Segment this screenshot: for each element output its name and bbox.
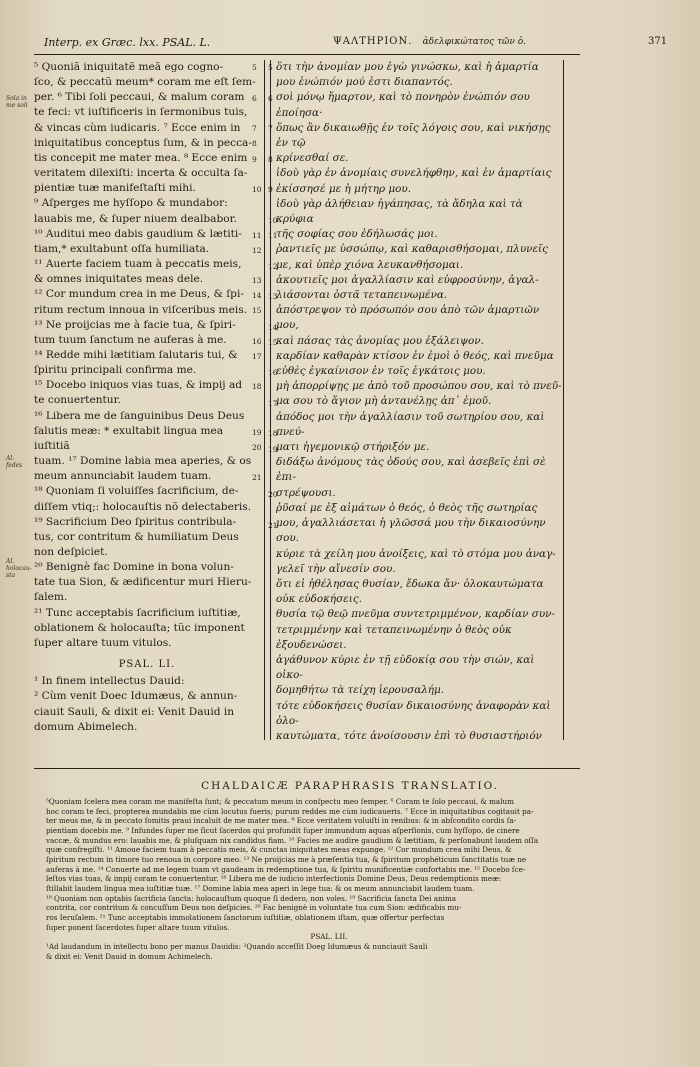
latin-line: pientiæ tuæ manifeſtaſti mihi. bbox=[34, 182, 196, 195]
greek-line: εὐθὲς ἐγκαίνισον ἐν τοῖς ἐγκάτοις μου. bbox=[276, 365, 486, 378]
latin-line: ſalutis meæ: * exultabit lingua mea iuſtitiã bbox=[34, 424, 224, 452]
chaldaic-line: pientiam docebis me. ⁹ Infundes ſuper me ſicut ſacerdos qui profundit ſuper immundum aquas aſperſionis, cum hyſſopo, de cinere bbox=[46, 825, 520, 835]
greek-line: ὅπως ἂν δικαιωθῇς ἐν τοῖς λόγοις σου, καὶ νικήσῃς ἐν τῷ bbox=[276, 121, 551, 150]
latin-line: ¹³ Ne proijcias me à facie tua, & ſpiri- bbox=[34, 318, 236, 331]
greek-line: ἀπόδος μοι τὴν ἀγαλλίασιν τοῦ σωτηρίου σου, καὶ πνεύ- bbox=[276, 410, 545, 438]
greek-line: ἀκουτιεῖς μοι ἀγαλλίασιν καὶ εὐφροσύνην, ἀγαλ- bbox=[276, 273, 539, 286]
greek-line: σοὶ μόνῳ ἥμαρτον, καὶ τὸ πονηρὸν ἐνώπιόν σου ἐποίησα· bbox=[276, 91, 530, 119]
verse-number: 13 bbox=[252, 276, 262, 285]
verse-number: 6 bbox=[252, 94, 257, 103]
greek-line: ὅτι εἰ ἠθέλησας θυσίαν, ἔδωκα ἄν· ὁλοκαυτώματα bbox=[276, 577, 544, 590]
verse-number: 8 bbox=[252, 139, 257, 148]
latin-line: ¹⁹ Sacrificium Deo ſpiritus contribula- bbox=[34, 515, 237, 528]
verse-number: 19 bbox=[252, 428, 262, 437]
latin-line: & omnes iniquitates meas dele. bbox=[34, 273, 204, 286]
latin-line: te conuertentur. bbox=[34, 394, 121, 407]
chaldaic-line: leſtos vias tuas, & impij coram te conuertentur. ¹⁶ Libera me de iudicio interfectionis Domine Deus, Deus redemptionis meæ: bbox=[46, 874, 502, 884]
greek-line: καρδίαν καθαρὰν κτίσον ἐν ἐμοὶ ὁ θεός, καὶ πνεῦμα bbox=[276, 349, 554, 362]
greek-line: ἀγάθυνον κύριε ἐν τῇ εὐδοκίᾳ σου τὴν σιών, καὶ οἰκο- bbox=[276, 653, 535, 682]
running-head-center bbox=[333, 36, 526, 52]
verse-number: 18 bbox=[268, 429, 278, 438]
latin-line: meum annunciabit laudem tuam. bbox=[34, 470, 212, 483]
latin-line: veritatem dilexiſti: incerta & occulta ſa- bbox=[34, 167, 248, 180]
latin-line: tus, cor contritum & humiliatum Deus bbox=[34, 530, 239, 543]
greek-line: μου ἐνώπιόν μού ἐστι διαπαντός. bbox=[276, 76, 453, 89]
running-head-left: Interp. ex Græc. lxx. PSAL. L. bbox=[44, 36, 211, 49]
verse-number: 15 bbox=[252, 306, 262, 315]
greek-line: καὶ πάσας τὰς ἀνομίας μου ἐξάλειψον. bbox=[276, 334, 484, 347]
latin-line: te feci: vt iuſtificeris in ſermonibus tuis, bbox=[34, 106, 248, 119]
chaldaic-line: quæ confregiſti. ¹¹ Amoue faciem tuam à peccatis meis, & cunctas iniquitates meas expunge. ¹² Cor mundum crea mihi Deus, & bbox=[46, 845, 512, 855]
greek-line: καυτώματα, τότε ἀνοίσουσιν ἐπὶ τὸ θυσιαστήριόν bbox=[276, 729, 542, 740]
greek-line: μου, ἀγαλλιάσεται ἡ γλῶσσά μου τὴν δικαιοσύνην σου. bbox=[276, 517, 546, 545]
verse-number: 9 bbox=[268, 185, 273, 194]
margin-note: Al. fedes bbox=[6, 455, 23, 469]
latin-line: ¹² Cor mundum crea in me Deus, & ſpi- bbox=[34, 288, 244, 301]
latin-line: per. ⁶ Tibi ſoli peccaui, & malum coram bbox=[34, 91, 245, 104]
chaldaic-psalm-heading: PSAL. LII. bbox=[310, 932, 348, 942]
latin-line: ſuper altare tuum vitulos. bbox=[34, 636, 172, 649]
latin-line: ¹⁰ Auditui meo dabis gaudium & lætiti- bbox=[34, 227, 242, 240]
greek-line: τετριμμένην καὶ τεταπεινωμένην ὁ θεὸς οὐκ ἐξουδενώσει. bbox=[276, 623, 512, 651]
greek-line: ἐκίσσησέ με ἡ μήτηρ μου. bbox=[276, 182, 411, 195]
greek-line: ὅτι τὴν ἀνομίαν μου ἐγὼ γινώσκω, καὶ ἡ ἁμαρτία bbox=[276, 61, 539, 73]
latin-line: ²¹ Tunc acceptabis ſacrificium iuſtitiæ, bbox=[34, 606, 241, 619]
greek-line: ῥῦσαί με ἐξ αἱμάτων ὁ θεός, ὁ θεὸς τῆς σωτηρίας bbox=[276, 501, 538, 514]
margin-note: Al. holocau- sta bbox=[6, 558, 32, 579]
chaldaic-line: ſtillabit laudem lingua mea iuſtitiæ tuæ. ¹⁷ Domine labia mea aperi in lege tua: & os meum annunciabit laudem tuam. bbox=[46, 883, 475, 893]
verse-number: 13 bbox=[268, 292, 278, 301]
verse-number: 16 bbox=[252, 337, 262, 346]
page-number: 371 bbox=[648, 36, 668, 47]
latin-line: ⁹ Aſperges me hyſſopo & mundabor: bbox=[34, 197, 228, 210]
verse-number: 20 bbox=[268, 490, 278, 499]
verse-number: 5 bbox=[252, 63, 257, 72]
verse-number: 10 bbox=[252, 185, 262, 194]
latin-text bbox=[34, 60, 260, 651]
greek-line: γελεῖ τὴν αἴνεσίν σου. bbox=[276, 562, 396, 575]
margin-note: Sola in me soli bbox=[6, 95, 28, 109]
chaldaic-line: vaccæ, & mundus ero: lauabis me, & pluſquam nix candidus fiam. ¹⁰ Facies me audire gaudium & lætitiam, & perſonabunt laudem oſſa bbox=[46, 835, 539, 845]
chaldaic-last-line-2: & dixit ei: Venit Dauid in domum Achimelech. bbox=[46, 951, 213, 961]
latin-line: ¹⁵ Docebo iniquos vias tuas, & impij ad bbox=[34, 379, 243, 392]
verse-number: 12 bbox=[252, 246, 262, 255]
header-rule bbox=[34, 54, 580, 55]
latin-line: ²⁰ Benignè fac Domine in bona volun- bbox=[34, 561, 234, 574]
verse-number: 9 bbox=[252, 155, 257, 164]
greek-line: τῆς σοφίας σου ἐδήλωσάς μοι. bbox=[276, 228, 438, 241]
latin-line: tum tuum ſanctum ne auferas à me. bbox=[34, 333, 227, 346]
verse-number: 7 bbox=[268, 124, 273, 133]
latin-line: tis concepit me mater mea. ⁸ Ecce enim bbox=[34, 151, 248, 164]
latin-line: diſſem vtiq;: holocauſtis nõ delectaberis. bbox=[34, 500, 252, 513]
greek-line: μα σου τὸ ἅγιον μὴ ἀντανέλῃς ἀπ᾽ ἐμοῦ. bbox=[276, 395, 492, 408]
chaldaic-line: ¹⁸ Quoniam non optabis ſacrificia ſancta: holocauſtum quoque ſi dedero, non voles. ¹⁹ Sacrificia ſancta Dei anima bbox=[46, 893, 457, 903]
chaldaic-title: CHALDAICÆ PARAPHRASIS TRANSLATIO. bbox=[201, 780, 499, 792]
verse-number: 7 bbox=[252, 124, 257, 133]
verse-number: 21 bbox=[252, 473, 262, 482]
greek-line: λιάσονται ὀστᾶ τεταπεινωμένα. bbox=[276, 289, 448, 302]
latin-line: oblationem & holocauſta; tũc imponent bbox=[34, 621, 245, 634]
greek-line: ἰδοὺ γὰρ ἐν ἀνομίαις συνελήφθην, καὶ ἐν ἁμαρτίαις bbox=[276, 167, 552, 180]
latin-line: & vincas cùm iudicaris. ⁷ Ecce enim in bbox=[34, 121, 241, 134]
verse-number: 18 bbox=[252, 382, 262, 391]
greek-line: δομηθήτω τὰ τείχη ἱερουσαλήμ. bbox=[276, 684, 445, 697]
latin-psalm-line: domum Abimelech. bbox=[34, 720, 138, 733]
chaldaic-line: ſpiritum rectum in timore tuo renoua in corpore meo. ¹³ Ne proijcias me à præſentia tua, & ſpiritum prophéticum ſanctitatis tuæ ne bbox=[46, 854, 527, 864]
greek-line: ῥαντιεῖς με ὑσσώπῳ, καὶ καθαρισθήσομαι, πλυνεῖς bbox=[276, 243, 548, 256]
latin-line: ſpiritu principali confirma me. bbox=[34, 364, 197, 377]
verse-number: 10 bbox=[268, 216, 278, 225]
chaldaic-line: hoc coram te feci, propterea mundabis me cùm locutus fueris; purum reddes me cùm iudicaueris. ⁷ Ecce in iniquitatibus cogitauit pa- bbox=[46, 806, 534, 816]
latin-line: ſalem. bbox=[34, 591, 68, 604]
chaldaic-line: contrita, cor contritum & concuſſum Deus non deſpicies. ²⁰ Fac benignè in voluntate tua cum Sion: ædificabis mu- bbox=[46, 903, 462, 913]
greek-line: διδάξω ἀνόμους τὰς ὁδούς σου, καὶ ἀσεβεῖς ἐπὶ σὲ ἐπι- bbox=[276, 456, 546, 484]
latin-psalm-line: ² Cùm venit Doec Idumæus, & annun- bbox=[34, 690, 238, 703]
latin-line: ¹⁸ Quoniam ſi voluiſſes ſacrificium, de- bbox=[34, 485, 239, 498]
verse-number: 12 bbox=[268, 262, 278, 271]
chaldaic-line: ⁵Quoniam ſcelera mea coram me manifeſta ſunt; & peccatum meum in conſpectu meo ſemper. ⁶ Coram te ſolo peccaui, & malum bbox=[46, 797, 514, 806]
verse-number: 15 bbox=[268, 338, 278, 347]
verse-number: 11 bbox=[252, 231, 262, 240]
greek-column bbox=[276, 60, 562, 740]
greek-line: μὴ ἀπορρίψῃς με ἀπὸ τοῦ προσώπου σου, καὶ τὸ πνεῦ- bbox=[276, 380, 562, 393]
verse-number: 8 bbox=[268, 155, 273, 164]
verse-number: 5 bbox=[268, 63, 273, 72]
chaldaic-line: ros Ieruſalem. ²¹ Tunc acceptabis immolationem ſanctorum iuſtitiæ, oblationem iſtam, quæ offertur perfectas bbox=[46, 912, 445, 922]
chaldaic-line: ſuper ponent ſacerdotes ſuper altare tuum vitulos. bbox=[46, 922, 230, 932]
latin-line: ⁵ Quoniã iniquitatẽ meã ego cogno- bbox=[34, 61, 224, 73]
greek-right-rule bbox=[563, 60, 564, 740]
latin-line: tuam. ¹⁷ Domine labia mea aperies, & os bbox=[34, 455, 252, 468]
latin-line: ¹⁶ Libera me de ſanguinibus Deus Deus bbox=[34, 409, 245, 422]
chaldaic-line: ter meus me, & in peccato fomitis praui incaluit de me mater mea. ⁸ Ecce veritatem voluiſti in renibus: & in abſcondito cordis ſa- bbox=[46, 816, 517, 826]
greek-line: κύριε τὰ χείλη μου ἀνοίξεις, καὶ τὸ στόμα μου ἀναγ- bbox=[276, 547, 556, 560]
greek-line: με, καὶ ὑπὲρ χιόνα λευκανθήσομαι. bbox=[276, 258, 464, 271]
latin-line: ſco, & peccatũ meum* coram me eſt ſem- bbox=[34, 76, 256, 89]
latin-line: ¹¹ Auerte faciem tuam à peccatis meis, bbox=[34, 258, 242, 271]
bottom-rule bbox=[34, 768, 580, 769]
chaldaic-last-line: ¹Ad laudandum in intellectu bono per manus Dauidis: ²Quando acceſſit Doeg Idumæus & nunciauit Sauli bbox=[46, 941, 428, 951]
greek-line: ἀπόστρεψον τὸ πρόσωπόν σου ἀπὸ τῶν ἁμαρτιῶν μου, bbox=[276, 304, 540, 332]
greek-line: ματι ἡγεμονικῷ στήριξόν με. bbox=[276, 441, 430, 454]
verse-number: 19 bbox=[268, 445, 278, 454]
latin-line: tate tua Sion, & ædificentur muri Hieru- bbox=[34, 576, 252, 589]
verse-number: 20 bbox=[252, 443, 262, 452]
chaldaic-line: auferas à me. ¹⁴ Conuerte ad me legem tuam vt gaudeam in redemptione tua, & ſpiritu munificentiæ confortabis me. ¹⁵ Docebo ſce- bbox=[46, 864, 526, 874]
greek-line: στρέψουσι. bbox=[276, 486, 336, 499]
latin-line: lauabis me, & ſuper niuem dealbabor. bbox=[34, 212, 237, 225]
chaldaic-paraphrase bbox=[46, 797, 612, 1019]
running-head-greek-sub: ἀδελφικώτατος τῶν ὀ. bbox=[422, 37, 526, 47]
verse-number: 17 bbox=[252, 352, 262, 361]
greek-line: οὐκ εὐδοκήσεις. bbox=[276, 593, 362, 606]
verse-number: 6 bbox=[268, 94, 273, 103]
latin-line: non deſpiciet. bbox=[34, 546, 108, 558]
latin-column bbox=[34, 60, 260, 740]
greek-line: τότε εὐδοκήσεις θυσίαν δικαιοσύνης ἀναφορὰν καὶ ὁλο- bbox=[276, 699, 551, 727]
greek-line: κρίνεσθαί σε. bbox=[276, 152, 349, 165]
latin-line: ritum rectum innoua in viſceribus meis. bbox=[34, 303, 248, 316]
latin-psalm-line: ciauit Sauli, & dixit ei: Venit Dauid in bbox=[34, 705, 235, 718]
greek-line: ἰδοὺ γὰρ ἀλήθειαν ἠγάπησας, τὰ ἄδηλα καὶ τὰ κρύφια bbox=[276, 197, 523, 226]
latin-line: ¹⁴ Redde mihi lætitiam ſalutaris tui, & bbox=[34, 348, 238, 361]
latin-line: tiam,* exultabunt oſſa humiliata. bbox=[34, 242, 210, 255]
greek-line: θυσία τῷ θεῷ πνεῦμα συντετριμμένον, καρδίαν συν- bbox=[276, 608, 555, 621]
verse-number: 11 bbox=[268, 231, 278, 240]
verse-number: 21 bbox=[268, 521, 278, 530]
running-head-greek: ΨΑΛΤΗΡΙΟΝ. bbox=[333, 36, 413, 47]
latin-psalm-line: ¹ In finem intellectus Dauid: bbox=[34, 675, 185, 688]
column-divider-left bbox=[264, 60, 265, 740]
verse-number: 17 bbox=[268, 399, 278, 408]
greek-text bbox=[276, 60, 562, 740]
latin-psalm-heading: PSAL. LI. bbox=[118, 659, 176, 671]
verse-number: 14 bbox=[252, 291, 262, 300]
latin-line: iniquitatibus conceptus ſum, & in pecca- bbox=[34, 136, 252, 149]
verse-number: 16 bbox=[268, 368, 278, 377]
verse-number: 14 bbox=[268, 323, 278, 332]
latin-psalm-text bbox=[34, 674, 260, 735]
